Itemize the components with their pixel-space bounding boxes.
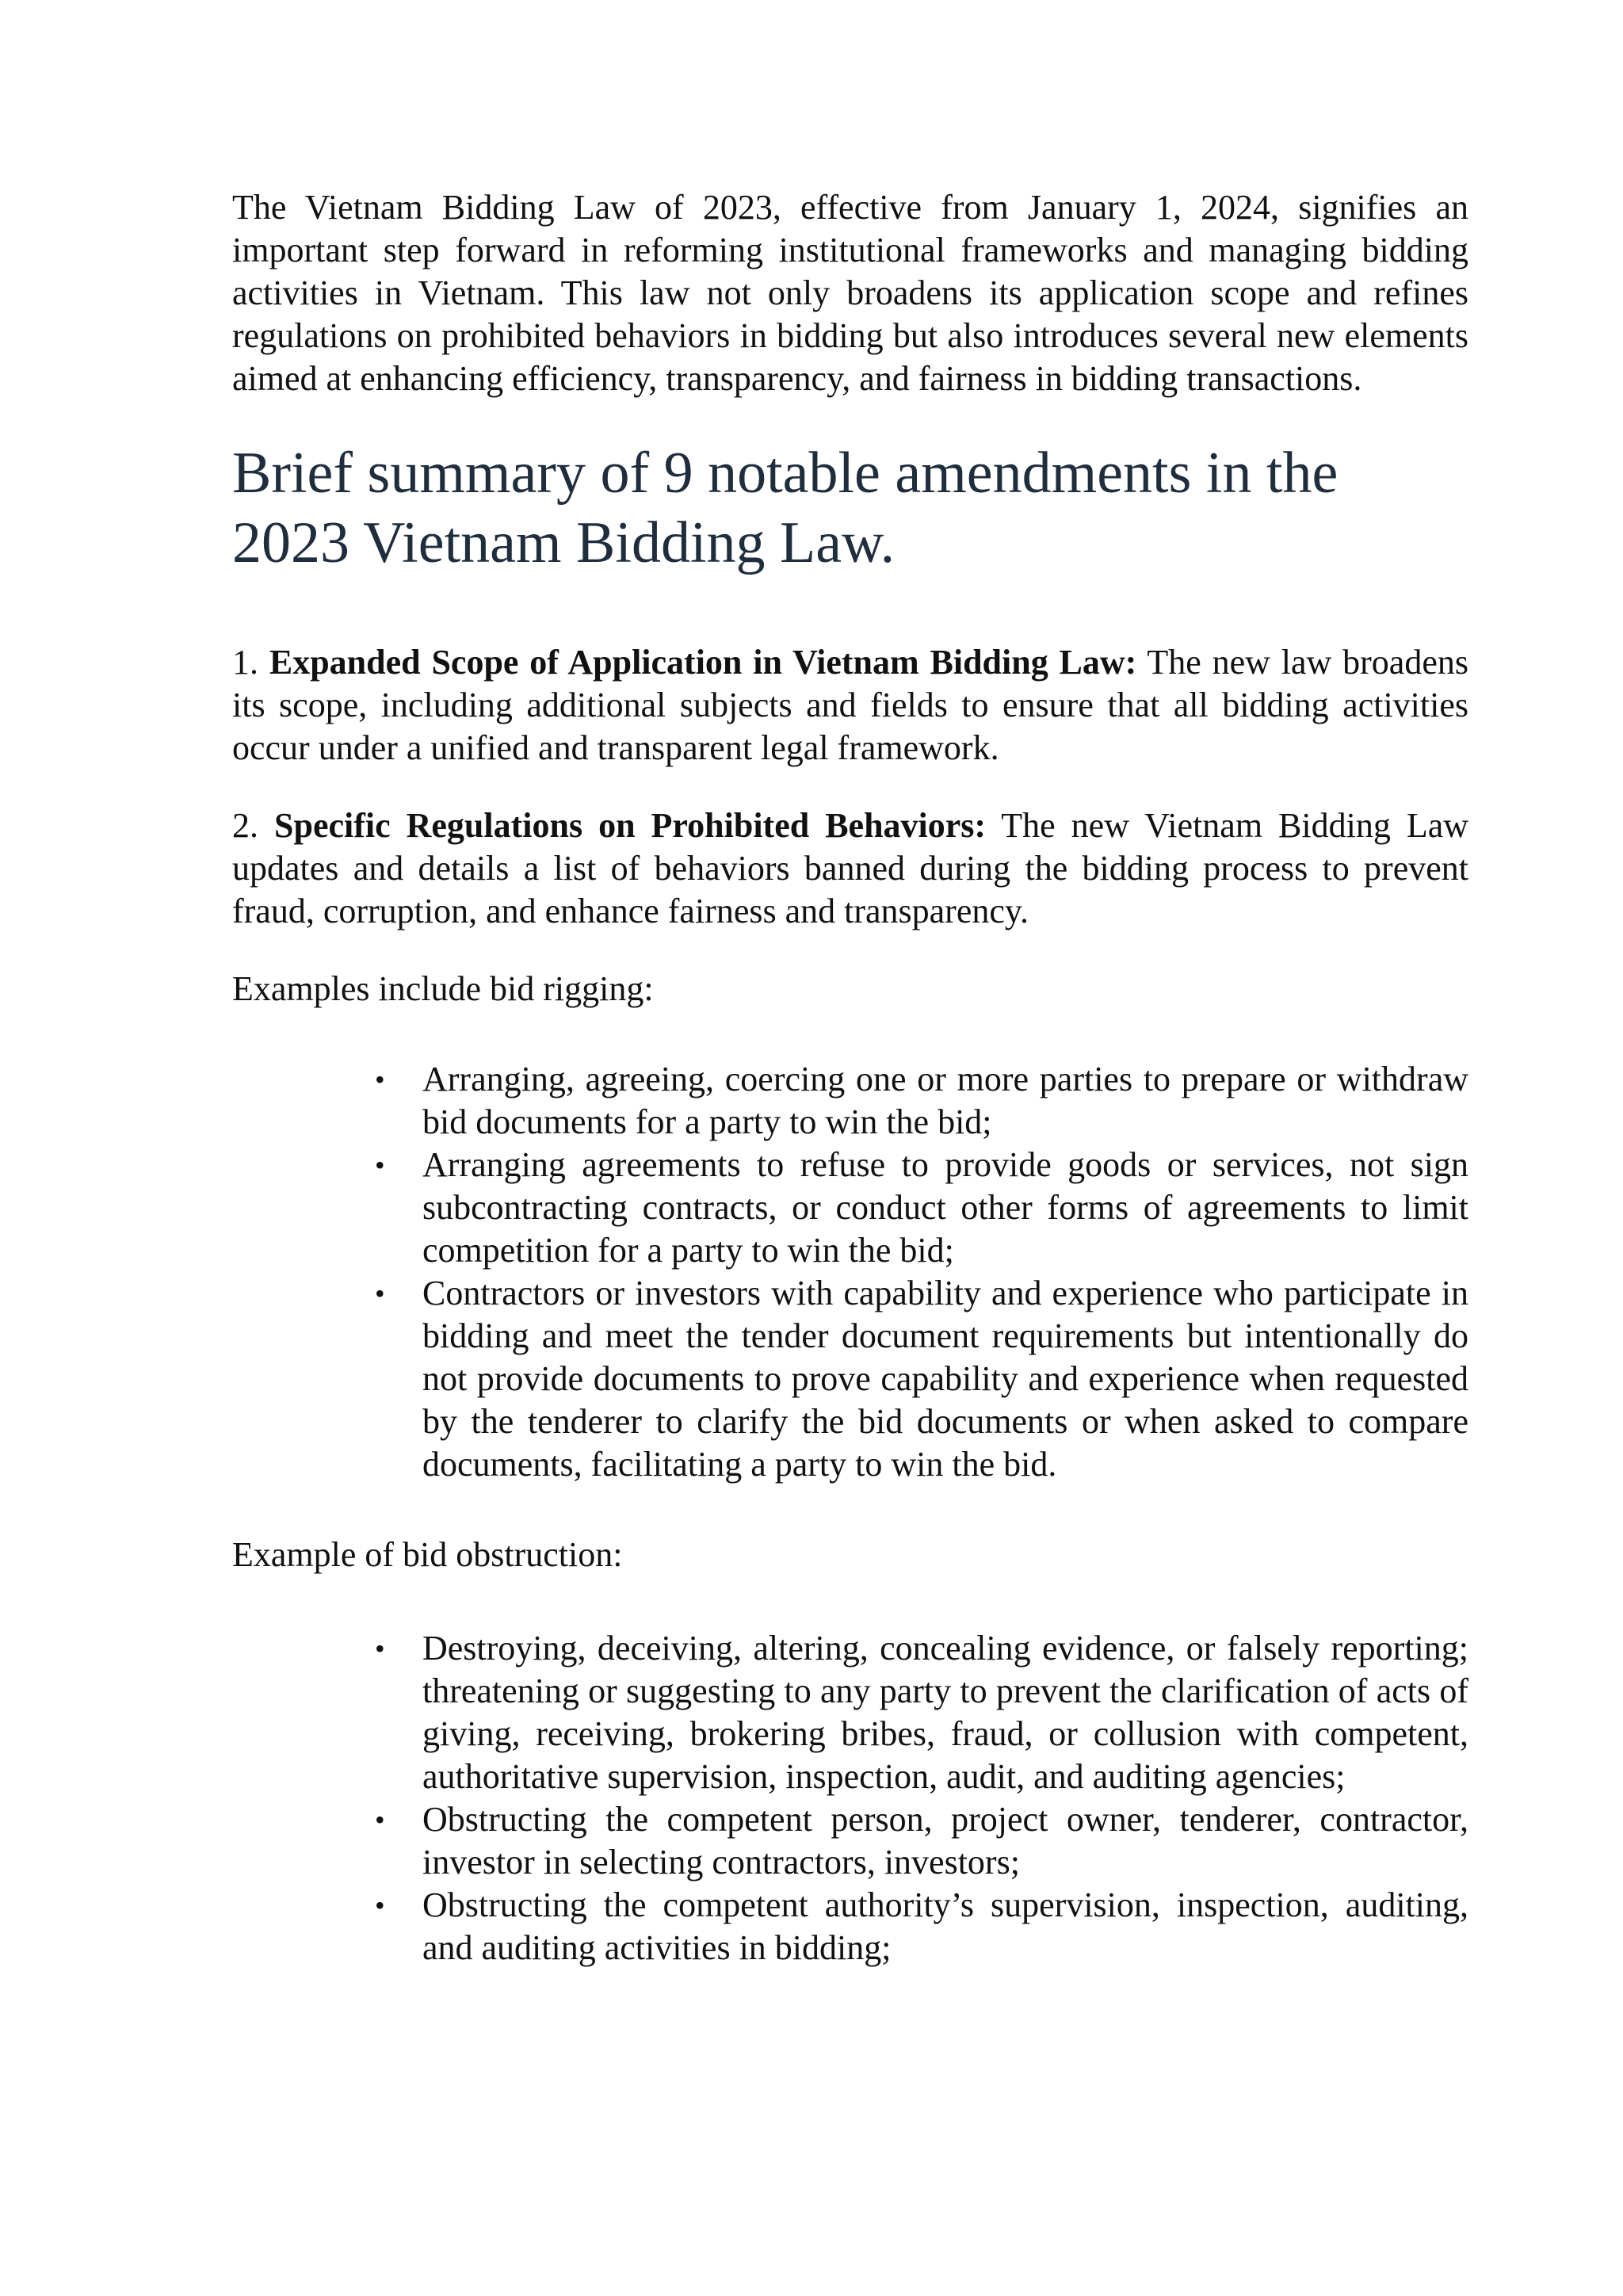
amendment-text: The new law broadens its scope, including additional subjects and fields to ensure that all bidding activities occur under a unified and transparent legal framework.: [232, 643, 1468, 767]
list-item-text: Obstructing the competent authority’s supervision, inspection, auditing, and auditing activities in bidding;: [422, 1885, 1468, 1967]
list-item: [375, 1272, 1468, 1486]
bullet-icon: •: [375, 1064, 385, 1095]
bid-rigging-list: [232, 1058, 1468, 1486]
list-item-text: Obstructing the competent person, project owner, tenderer, contractor, investor in selecting contractors, investors;: [422, 1800, 1468, 1881]
bullet-icon: •: [375, 1149, 385, 1181]
bullet-icon: •: [375, 1889, 385, 1921]
bullet-icon: •: [375, 1633, 385, 1664]
section-heading: Brief summary of 9 notable amendments in the 2023 Vietnam Bidding Law.: [232, 441, 1338, 575]
list-item-text: Arranging agreements to refuse to provide goods or services, not sign subcontracting contracts, or conduct other forms of agreements to limit competition for a party to win the bid;: [422, 1145, 1468, 1270]
list-item: [375, 1627, 1468, 1798]
bid-obstruction-list: [232, 1627, 1468, 1969]
list-item: [375, 1884, 1468, 1969]
list-item-text: Arranging, agreeing, coercing one or more parties to prepare or withdraw bid documents for a party to win the bid;: [422, 1060, 1468, 1141]
intro-paragraph: The Vietnam Bidding Law of 2023, effective from January 1, 2024, signifies an important step forward in reforming institutional frameworks and managing bidding activities in Vietnam. This law not only broadens its application scope and refines regulations on prohibited behaviors in bidding but also introduces several new elements aimed at enhancing efficiency, transparency, and fairness in bidding transactions.: [232, 188, 1468, 398]
amendment-text: The new Vietnam Bidding Law updates and details a list of behaviors banned during the bidding process to prevent fraud, corruption, and enhance fairness and transparency.: [232, 806, 1469, 930]
amendment-title: Specific Regulations on Prohibited Behaviors:: [274, 806, 987, 845]
list-item: [375, 1798, 1468, 1884]
bid-rigging-label: Examples include bid rigging:: [232, 969, 654, 1008]
list-item-text: Destroying, deceiving, altering, concealing evidence, or falsely reporting; threatening or suggesting to any party to prevent the clarification of acts of giving, receiving, brokering bribes, fraud, or collusion with competent, authoritative supervision, inspection, audit, and auditing agencies;: [422, 1629, 1468, 1796]
amendment-1: [232, 641, 1468, 770]
list-item: [375, 1058, 1468, 1144]
document-page: [232, 186, 1468, 2017]
bid-obstruction-label: Example of bid obstruction:: [232, 1535, 623, 1574]
amendment-number: 2.: [232, 806, 258, 845]
list-item: [375, 1144, 1468, 1272]
amendment-2: [232, 804, 1468, 933]
list-item-text: Contractors or investors with capability and experience who participate in bidding and meet the tender document requirements but intentionally do not provide documents to prove capability and experience when requested by the tenderer to clarify the bid documents or when asked to compare documents, facilitating a party to win the bid.: [422, 1274, 1468, 1484]
bullet-icon: •: [375, 1278, 385, 1309]
bullet-icon: •: [375, 1804, 385, 1836]
amendment-title: Expanded Scope of Application in Vietnam Bidding Law:: [269, 643, 1137, 682]
amendment-number: 1.: [232, 643, 258, 682]
